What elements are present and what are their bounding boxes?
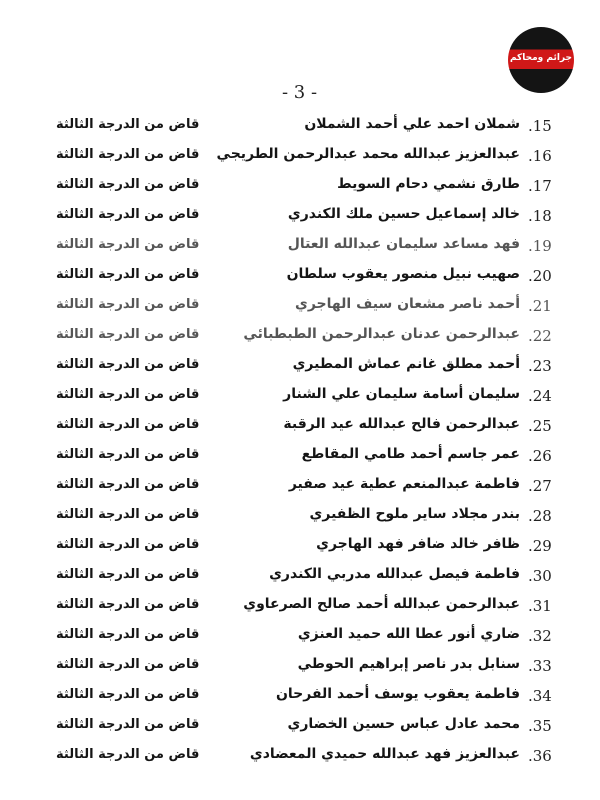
list-item	[0, 203, 600, 233]
item-number: .19	[528, 237, 552, 255]
judge-name: محمد عادل عباس حسين الخضاري	[287, 716, 520, 732]
judge-name: فاطمة عبدالمنعم عطية عيد صفير	[288, 476, 520, 492]
judge-name: سنابل بدر ناصر إبراهيم الحوطي	[297, 656, 520, 672]
judge-rank: قاض من الدرجة الثالثة	[56, 327, 200, 342]
item-number: .30	[528, 567, 552, 585]
judge-name: طارق نشمي دحام السويط	[337, 176, 520, 192]
item-number: .24	[528, 387, 552, 405]
judge-rank: قاض من الدرجة الثالثة	[56, 357, 200, 372]
item-number: .26	[528, 447, 552, 465]
judge-name: ضاري أنور عطا الله حميد العنزي	[297, 626, 520, 642]
judge-rank: قاض من الدرجة الثالثة	[56, 267, 200, 282]
judge-rank: قاض من الدرجة الثالثة	[56, 717, 200, 732]
judge-name: عمر جاسم أحمد طامي المقاطع	[301, 446, 520, 462]
list-item	[0, 233, 600, 263]
list-item	[0, 563, 600, 593]
judges-list	[0, 113, 600, 773]
list-item	[0, 683, 600, 713]
judge-rank: قاض من الدرجة الثالثة	[56, 417, 200, 432]
judge-rank: قاض من الدرجة الثالثة	[56, 297, 200, 312]
judge-name: فاطمة يعقوب يوسف أحمد الفرحان	[275, 686, 520, 702]
judge-name: صهيب نبيل منصور يعقوب سلطان	[286, 266, 520, 282]
judge-rank: قاض من الدرجة الثالثة	[56, 627, 200, 642]
list-item	[0, 653, 600, 683]
list-item	[0, 443, 600, 473]
judge-rank: قاض من الدرجة الثالثة	[56, 477, 200, 492]
item-number: .35	[528, 717, 552, 735]
list-item	[0, 263, 600, 293]
item-number: .28	[528, 507, 552, 525]
list-item	[0, 533, 600, 563]
list-item	[0, 143, 600, 173]
list-item	[0, 293, 600, 323]
judge-rank: قاض من الدرجة الثالثة	[56, 387, 200, 402]
list-item	[0, 323, 600, 353]
item-number: .21	[528, 297, 552, 315]
item-number: .29	[528, 537, 552, 555]
logo-seal	[508, 27, 574, 93]
list-item	[0, 713, 600, 743]
judge-rank: قاض من الدرجة الثالثة	[56, 507, 200, 522]
judge-rank: قاض من الدرجة الثالثة	[56, 177, 200, 192]
list-item	[0, 383, 600, 413]
item-number: .18	[528, 207, 552, 225]
page-number: - 3 -	[282, 82, 318, 103]
judge-rank: قاض من الدرجة الثالثة	[56, 687, 200, 702]
list-item	[0, 743, 600, 773]
judge-name: بندر مجلاد ساير ملوح الظفيري	[309, 506, 520, 522]
item-number: .15	[528, 117, 552, 135]
item-number: .36	[528, 747, 552, 765]
item-number: .17	[528, 177, 552, 195]
judge-name: عبدالعزيز فهد عبدالله حميدي المعضادي	[249, 746, 520, 762]
judge-name: ظافر خالد ضافر فهد الهاجري	[316, 536, 520, 552]
judge-name: فاطمة فيصل عبدالله مدربي الكندري	[269, 566, 520, 582]
judge-name: أحمد ناصر مشعان سيف الهاجري	[295, 296, 520, 312]
list-item	[0, 413, 600, 443]
item-number: .23	[528, 357, 552, 375]
judge-name: فهد مساعد سليمان عبدالله العتال	[287, 236, 520, 252]
judge-rank: قاض من الدرجة الثالثة	[56, 117, 200, 132]
item-number: .20	[528, 267, 552, 285]
item-number: .32	[528, 627, 552, 645]
judge-rank: قاض من الدرجة الثالثة	[56, 537, 200, 552]
judge-name: عبدالعزيز عبدالله محمد عبدالرحمن الطريجي	[216, 146, 520, 162]
judge-name: أحمد مطلق غانم عماش المطيري	[292, 356, 520, 372]
list-item	[0, 353, 600, 383]
judge-rank: قاض من الدرجة الثالثة	[56, 747, 200, 762]
judge-rank: قاض من الدرجة الثالثة	[56, 447, 200, 462]
judge-rank: قاض من الدرجة الثالثة	[56, 657, 200, 672]
judge-name: سليمان أسامة سليمان علي الشنار	[283, 386, 520, 402]
judge-name: شملان احمد علي أحمد الشملان	[304, 116, 520, 132]
logo-text: جرائم ومحاكم	[509, 53, 573, 63]
item-number: .33	[528, 657, 552, 675]
judge-name: عبدالرحمن عدنان عبدالرحمن الطبطبائي	[243, 326, 520, 342]
item-number: .34	[528, 687, 552, 705]
item-number: .31	[528, 597, 552, 615]
judge-rank: قاض من الدرجة الثالثة	[56, 207, 200, 222]
list-item	[0, 623, 600, 653]
judge-rank: قاض من الدرجة الثالثة	[56, 597, 200, 612]
list-item	[0, 503, 600, 533]
list-item	[0, 593, 600, 623]
item-number: .16	[528, 147, 552, 165]
list-item	[0, 173, 600, 203]
list-item	[0, 473, 600, 503]
judge-name: خالد إسماعيل حسين ملك الكندري	[287, 206, 520, 222]
judge-name: عبدالرحمن فالح عبدالله عيد الرقبة	[283, 416, 520, 432]
list-item	[0, 113, 600, 143]
item-number: .25	[528, 417, 552, 435]
item-number: .27	[528, 477, 552, 495]
judge-name: عبدالرحمن عبدالله أحمد صالح الصرعاوي	[243, 596, 520, 612]
item-number: .22	[528, 327, 552, 345]
judge-rank: قاض من الدرجة الثالثة	[56, 147, 200, 162]
judge-rank: قاض من الدرجة الثالثة	[56, 567, 200, 582]
judge-rank: قاض من الدرجة الثالثة	[56, 237, 200, 252]
